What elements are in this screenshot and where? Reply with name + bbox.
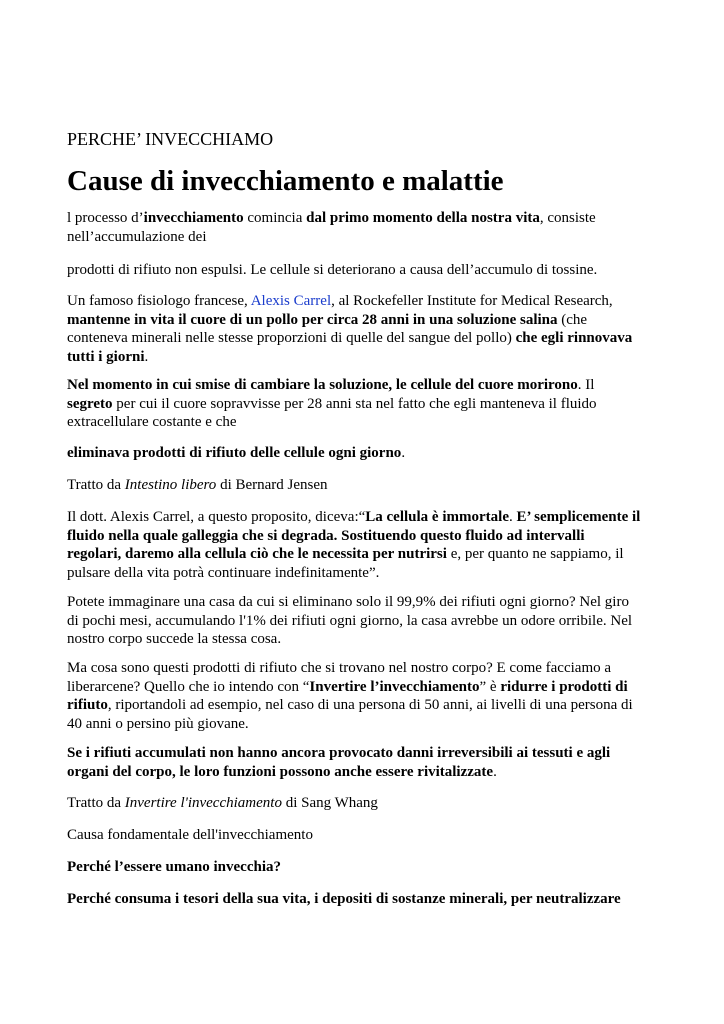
- bold-run: fluido nella quale galleggia che si degrada. Sostituendo questo fluido ad intervalli: [67, 527, 585, 544]
- paragraph-house: [67, 593, 663, 649]
- paragraph-revitalize: [67, 744, 663, 781]
- page-title: Cause di invecchiamento e malattie: [67, 165, 504, 197]
- bold-run: tutti i giorni: [67, 348, 145, 365]
- text-run: (che: [557, 311, 588, 328]
- text-run: , consiste: [539, 210, 596, 226]
- paragraph-line: di pochi mesi, accumulando l'1% dei rifiuti ogni giorno, la casa avrebbe un odore orribile. Nel: [67, 612, 633, 629]
- text-run: liberarcene? Quello che io intendo con “: [67, 678, 310, 695]
- text-run: di Bernard Jensen: [216, 477, 328, 493]
- paragraph-heart-cells: [67, 376, 663, 432]
- paragraph-intro: [67, 209, 663, 246]
- paragraph-answer: [67, 890, 663, 909]
- bold-run: dal primo momento della nostra vita: [306, 210, 540, 226]
- paragraph-line: [67, 348, 663, 367]
- paragraph-carrel: [67, 292, 663, 366]
- paragraph-line: [67, 527, 663, 546]
- bold-run: Nel momento in cui smise di cambiare la soluzione, le cellule del cuore morirono: [67, 377, 578, 393]
- paragraph-line: [67, 890, 663, 909]
- bold-run: regolari, daremo alla cellula ciò che le necessita per nutrirsi: [67, 546, 447, 562]
- paragraph-line: [67, 794, 663, 813]
- paragraph-line: Ma cosa sono questi prodotti di rifiuto che si trovano nel nostro corpo? E come facciamo a: [67, 660, 612, 676]
- paragraph-line: [67, 395, 663, 414]
- paragraph-line: [67, 311, 663, 330]
- bold-run: Perché l’essere umano invecchia?: [67, 859, 281, 875]
- text-run: .: [144, 348, 149, 365]
- paragraph-line: nostro corpo succede la stessa cosa.: [67, 631, 282, 647]
- paragraph-line: [67, 696, 663, 715]
- paragraph-line: Causa fondamentale dell'invecchiamento: [67, 827, 313, 843]
- text-run: conteneva minerali nelle stesse proporzioni di quelle del sangue del pollo): [67, 330, 516, 346]
- bold-run: Invertire l’invecchiamento: [309, 678, 480, 695]
- paragraph-line: [67, 858, 663, 877]
- text-run: .: [493, 763, 497, 780]
- paragraph-carrel-quote: [67, 508, 663, 582]
- text-run: e, per quanto ne sappiamo, il: [446, 546, 624, 562]
- paragraph-line: [67, 508, 663, 527]
- paragraph-line: [67, 444, 663, 463]
- bold-run: invecchiamento: [143, 210, 244, 226]
- text-run: Un famoso fisiologo francese,: [67, 293, 251, 309]
- alexis-carrel-link[interactable]: Alexis Carrel: [250, 293, 332, 309]
- text-run: comincia: [243, 210, 307, 226]
- paragraph-line: Potete immaginare una casa da cui si eliminano solo il 99,9% dei rifiuti ogni giorno? Nel giro: [67, 594, 629, 610]
- paragraph-reverse-aging: [67, 659, 663, 733]
- text-run: ” è: [479, 678, 501, 695]
- italic-run: Invertire l'invecchiamento: [124, 795, 282, 811]
- text-run: .: [401, 445, 406, 461]
- paragraph-eliminate: [67, 444, 663, 463]
- bold-run: organi del corpo, le loro funzioni possono anche essere rivitalizzate: [67, 763, 494, 780]
- bold-run: segreto: [67, 395, 113, 412]
- paragraph-line: [67, 545, 663, 564]
- bold-run: mantenne in vita il cuore di un pollo per circa 28 anni in una soluzione salina: [67, 311, 558, 328]
- text-run: l processo d’: [67, 210, 144, 226]
- paragraph-line: [67, 476, 663, 495]
- bold-run: Perché consuma i tesori della sua vita, i depositi di sostanze minerali, per neutralizzare: [67, 891, 621, 907]
- text-run: per cui il cuore sopravvisse per 28 anni sta nel fatto che egli manteneva il fluido: [112, 395, 597, 412]
- text-run: Il dott. Alexis Carrel, a questo proposito, diceva:“: [67, 509, 366, 525]
- paragraph-line: prodotti di rifiuto non espulsi. Le cellule si deteriorano a causa dell’accumulo di tossine.: [67, 262, 598, 278]
- bold-run: che egli rinnovava: [515, 330, 633, 346]
- text-run: , riportandoli ad esempio, nel caso di una persona di 50 anni, ai livelli di una persona di: [107, 697, 633, 713]
- paragraph-question: [67, 858, 663, 877]
- paragraph-line: pulsare della vita potrà continuare indefinitamente”.: [67, 564, 380, 581]
- paragraph-source-whang: [67, 794, 663, 813]
- paragraph-line: nell’accumulazione dei: [67, 228, 207, 245]
- paragraph-waste: [67, 261, 663, 280]
- paragraph-line: [67, 744, 663, 763]
- text-run: di Sang Whang: [281, 795, 378, 811]
- paragraph-line: extracellulare costante e che: [67, 414, 237, 430]
- section-kicker: PERCHE’ INVECCHIAMO: [67, 129, 274, 149]
- bold-run: rifiuto: [67, 697, 108, 713]
- paragraph-line: [67, 678, 663, 697]
- paragraph-line: 40 anni o persino più giovane.: [67, 715, 249, 732]
- paragraph-line: [67, 209, 663, 228]
- bold-run: La cellula è immortale: [365, 509, 509, 525]
- text-run: .: [508, 509, 517, 525]
- paragraph-source-jensen: [67, 476, 663, 495]
- bold-run: eliminava prodotti di rifiuto delle cellule ogni giorno: [67, 445, 402, 461]
- text-run: , al Rockefeller Institute for Medical Research,: [331, 293, 613, 309]
- paragraph-fundamental-cause: [67, 826, 663, 845]
- text-run: Tratto da: [67, 795, 125, 811]
- paragraph-line: [67, 376, 663, 395]
- paragraph-line: [67, 329, 663, 348]
- paragraph-line: [67, 292, 663, 311]
- paragraph-line: [67, 763, 663, 782]
- italic-run: Intestino libero: [124, 477, 217, 493]
- text-run: . Il: [577, 377, 595, 393]
- bold-run: Se i rifiuti accumulati non hanno ancora provocato danni irreversibili ai tessuti e agli: [67, 745, 611, 761]
- bold-run: E’ semplicemente il: [516, 509, 641, 525]
- text-run: Tratto da: [67, 477, 125, 493]
- bold-run: ridurre i prodotti di: [500, 678, 628, 695]
